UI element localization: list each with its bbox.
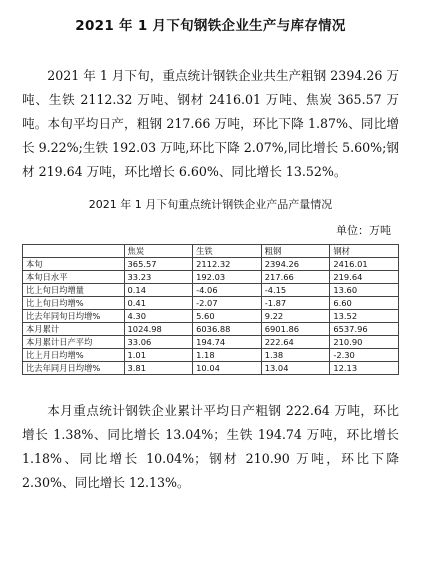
table-cell: -1.87	[261, 297, 330, 310]
table-cell: 192.03	[193, 271, 262, 284]
table-cell: 1.18	[193, 349, 262, 362]
table-cell: 12.13	[330, 362, 399, 375]
table-cell: -4.15	[261, 284, 330, 297]
intro-paragraph: 2021 年 1 月下旬，重点统计钢铁企业共生产粗钢 2394.26 万吨、生铁 2112.32 万吨、钢材 2416.01 万吨、焦炭 365.57 万吨。本旬平均日产，粗钢 217.66 万吨，环比下降 1.87%、同比增长 9.22%;生铁 192.03 万吨,环比下降 2.07%,同比增长 5.60%;钢材 219.64 万吨，环比增长 6.60%、同比增长 13.52%。	[22, 68, 399, 179]
row-label: 比去年同月日均增%	[23, 362, 125, 375]
table-row	[23, 362, 399, 375]
table-cell: 6901.86	[261, 323, 330, 336]
table-cell: 194.74	[193, 336, 262, 349]
header-cell: 生铁	[193, 245, 262, 258]
table-cell: 5.60	[193, 310, 262, 323]
row-label: 本月累计日产平均	[23, 336, 125, 349]
table-cell: 2112.32	[193, 258, 262, 271]
table-cell: 6036.88	[193, 323, 262, 336]
table-cell: -2.30	[330, 349, 399, 362]
table-row	[23, 323, 399, 336]
table-cell: 13.52	[330, 310, 399, 323]
table-cell: 33.06	[124, 336, 193, 349]
header-cell	[23, 245, 125, 258]
table-cell: 0.41	[124, 297, 193, 310]
table-row	[23, 349, 399, 362]
row-label: 比上旬日均增%	[23, 297, 125, 310]
table-row	[23, 271, 399, 284]
table-row	[23, 258, 399, 271]
table-cell: 210.90	[330, 336, 399, 349]
table-header-row	[23, 245, 399, 258]
table-cell: 2394.26	[261, 258, 330, 271]
row-label: 比上旬日均增量	[23, 284, 125, 297]
table-cell: 365.57	[124, 258, 193, 271]
table-cell: 1.38	[261, 349, 330, 362]
table-row	[23, 336, 399, 349]
table-cell: 13.04	[261, 362, 330, 375]
page-title: 2021 年 1 月下旬钢铁企业生产与库存情况	[75, 18, 346, 34]
table-cell: 13.60	[330, 284, 399, 297]
header-cell: 钢材	[330, 245, 399, 258]
table-cell: 219.64	[330, 271, 399, 284]
table-row	[23, 310, 399, 323]
row-label: 本月累计	[23, 323, 125, 336]
table-cell: 3.81	[124, 362, 193, 375]
row-label: 本旬	[23, 258, 125, 271]
table-title: 2021 年 1 月下旬重点统计钢铁企业产品产量情况	[88, 198, 333, 211]
row-label: 本旬日水平	[23, 271, 125, 284]
table-cell: 222.64	[261, 336, 330, 349]
table-cell: 33.23	[124, 271, 193, 284]
table-cell: 1024.98	[124, 323, 193, 336]
table-cell: 217.66	[261, 271, 330, 284]
table-cell: 0.14	[124, 284, 193, 297]
header-cell: 焦炭	[124, 245, 193, 258]
table-cell: 6.60	[330, 297, 399, 310]
summary-paragraph: 本月重点统计钢铁企业累计平均日产粗钢 222.64 万吨，环比增长 1.38%、同比增长 13.04%；生铁 194.74 万吨，环比增长 1.18%、同比增长 10.04%；钢材 210.90 万吨，环比下降 2.30%、同比增长 12.13%。	[22, 403, 399, 490]
row-label: 比去年同旬日均增%	[23, 310, 125, 323]
table-cell: -2.07	[193, 297, 262, 310]
table-cell: 4.30	[124, 310, 193, 323]
table-cell: -4.06	[193, 284, 262, 297]
production-table	[22, 244, 399, 375]
table-unit: 单位：万吨	[336, 224, 391, 237]
table-cell: 6537.96	[330, 323, 399, 336]
row-label: 比上月日均增%	[23, 349, 125, 362]
header-cell: 粗钢	[261, 245, 330, 258]
table-row	[23, 284, 399, 297]
table-cell: 2416.01	[330, 258, 399, 271]
table-cell: 10.04	[193, 362, 262, 375]
table-cell: 1.01	[124, 349, 193, 362]
table-cell: 9.22	[261, 310, 330, 323]
table-row	[23, 297, 399, 310]
